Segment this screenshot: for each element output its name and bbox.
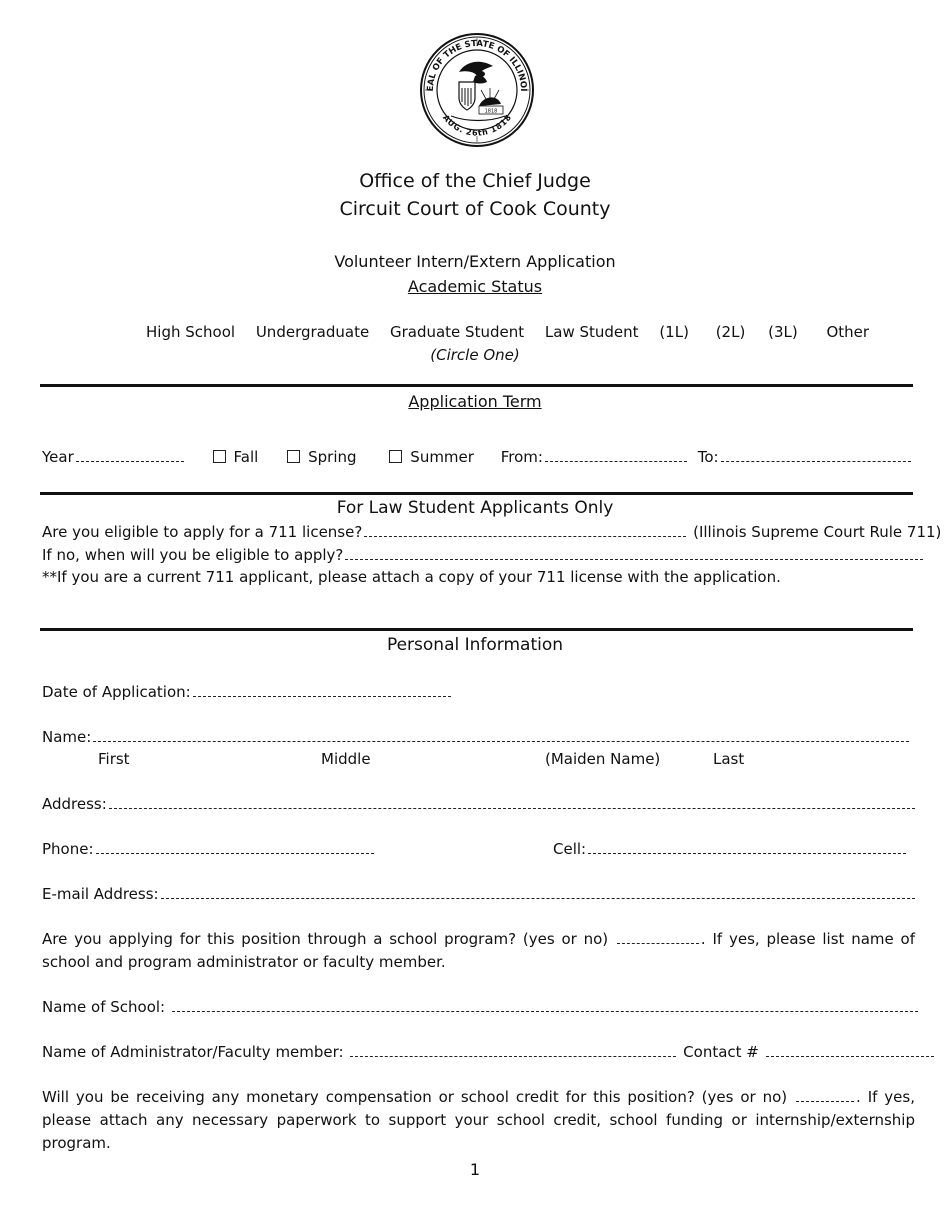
711-attach-note: **If you are a current 711 applicant, please attach a copy of your 711 license with the application. (42, 568, 781, 586)
name-part-last: Last (713, 750, 745, 768)
eligible-when-row (42, 546, 925, 564)
name-part-middle: Middle (321, 750, 371, 768)
divider (40, 492, 913, 495)
compensation-answer-field[interactable] (796, 1089, 854, 1102)
compensation-question-followup: . If yes, please attach any necessary paperwork to support your school credit, school funding or internship/externship program. (42, 1088, 915, 1152)
year-label: Year (42, 448, 74, 466)
fall-option[interactable] (213, 448, 259, 466)
school-name-field[interactable] (172, 999, 918, 1012)
spring-label: Spring (308, 448, 357, 466)
svg-text:1868: 1868 (484, 100, 498, 106)
circle-one-note: (Circle One) (430, 346, 520, 364)
state-seal (419, 32, 535, 148)
address-field[interactable] (109, 796, 915, 809)
summer-label: Summer (410, 448, 474, 466)
summer-option[interactable] (389, 448, 474, 466)
contact-label: Contact # (683, 1043, 759, 1061)
option-1l[interactable]: (1L) (659, 323, 689, 341)
711-question-row (42, 523, 941, 541)
email-field[interactable] (161, 886, 915, 899)
svg-text:AUG. 26th 1818: AUG. 26th 1818 (440, 113, 514, 138)
svg-text:SEAL OF THE STATE OF ILLINOIS: EAL OF THE STATE OF ILLINOI (425, 38, 529, 92)
address-row (42, 795, 917, 813)
compensation-question (42, 1086, 915, 1155)
svg-text:1818: 1818 (484, 108, 498, 115)
phone-label: Phone: (42, 840, 94, 858)
date-field[interactable] (193, 684, 451, 697)
divider (40, 384, 913, 387)
school-program-question-followup: . If yes, please list name of school and program administrator or faculty member. (42, 930, 916, 971)
email-label: E-mail Address: (42, 885, 159, 903)
name-label: Name: (42, 728, 92, 746)
cell-label: Cell: (553, 840, 587, 858)
from-field[interactable] (545, 449, 687, 462)
option-other[interactable]: Other (826, 323, 870, 341)
from-label: From: (500, 448, 543, 466)
cell-row (553, 840, 908, 858)
administrator-field[interactable] (350, 1044, 676, 1057)
summer-checkbox[interactable] (389, 450, 402, 463)
to-label: To: (697, 448, 719, 466)
compensation-question-text: Will you be receiving any monetary compensation or school credit for this position? (yes or no) (42, 1088, 788, 1106)
court-title: Circuit Court of Cook County (339, 198, 611, 220)
school-program-question (42, 928, 915, 974)
name-part-maiden: (Maiden Name) (545, 750, 661, 768)
administrator-label: Name of Administrator/Faculty member: (42, 1043, 344, 1061)
school-program-question-text: Are you applying for this position through a school program? (yes or no) (42, 930, 609, 948)
address-label: Address: (42, 795, 107, 813)
school-name-label: Name of School: (42, 998, 166, 1016)
711-question: Are you eligible to apply for a 711 license? (42, 523, 363, 541)
eligible-when-question: If no, when will you be eligible to apply? (42, 546, 344, 564)
academic-status-heading: Academic Status (407, 277, 543, 296)
administrator-row (42, 1043, 936, 1061)
option-high-school[interactable]: High School (146, 323, 236, 341)
application-term-row (42, 448, 913, 466)
option-undergraduate[interactable]: Undergraduate (255, 323, 370, 341)
option-graduate-student[interactable]: Graduate Student (389, 323, 525, 341)
school-program-answer-field[interactable] (617, 931, 699, 944)
phone-field[interactable] (96, 841, 374, 854)
spring-checkbox[interactable] (287, 450, 300, 463)
fall-label: Fall (233, 448, 259, 466)
option-law-student[interactable]: Law Student (544, 323, 639, 341)
divider (40, 628, 913, 631)
option-3l[interactable]: (3L) (768, 323, 798, 341)
contact-field[interactable] (766, 1044, 934, 1057)
rule-711-note: (Illinois Supreme Court Rule 711) (693, 523, 942, 541)
cell-field[interactable] (588, 841, 906, 854)
name-row (42, 728, 911, 746)
date-label: Date of Application: (42, 683, 191, 701)
spring-option[interactable] (287, 448, 356, 466)
email-row (42, 885, 917, 903)
office-title: Office of the Chief Judge (359, 170, 591, 192)
law-student-heading: For Law Student Applicants Only (336, 498, 614, 518)
school-name-row (42, 998, 920, 1016)
name-part-first: First (98, 750, 130, 768)
page-number: 1 (469, 1160, 481, 1179)
date-row (42, 683, 453, 701)
academic-status-options (146, 323, 869, 341)
name-field[interactable] (93, 729, 909, 742)
eligible-when-field[interactable] (345, 547, 923, 560)
to-field[interactable] (721, 449, 911, 462)
711-answer-field[interactable] (364, 524, 686, 537)
personal-info-heading: Personal Information (386, 635, 564, 655)
phone-row (42, 840, 376, 858)
form-title: Volunteer Intern/Extern Application (334, 252, 616, 271)
year-field[interactable] (76, 449, 184, 462)
option-2l[interactable]: (2L) (715, 323, 746, 341)
application-term-heading: Application Term (408, 392, 542, 411)
fall-checkbox[interactable] (213, 450, 226, 463)
